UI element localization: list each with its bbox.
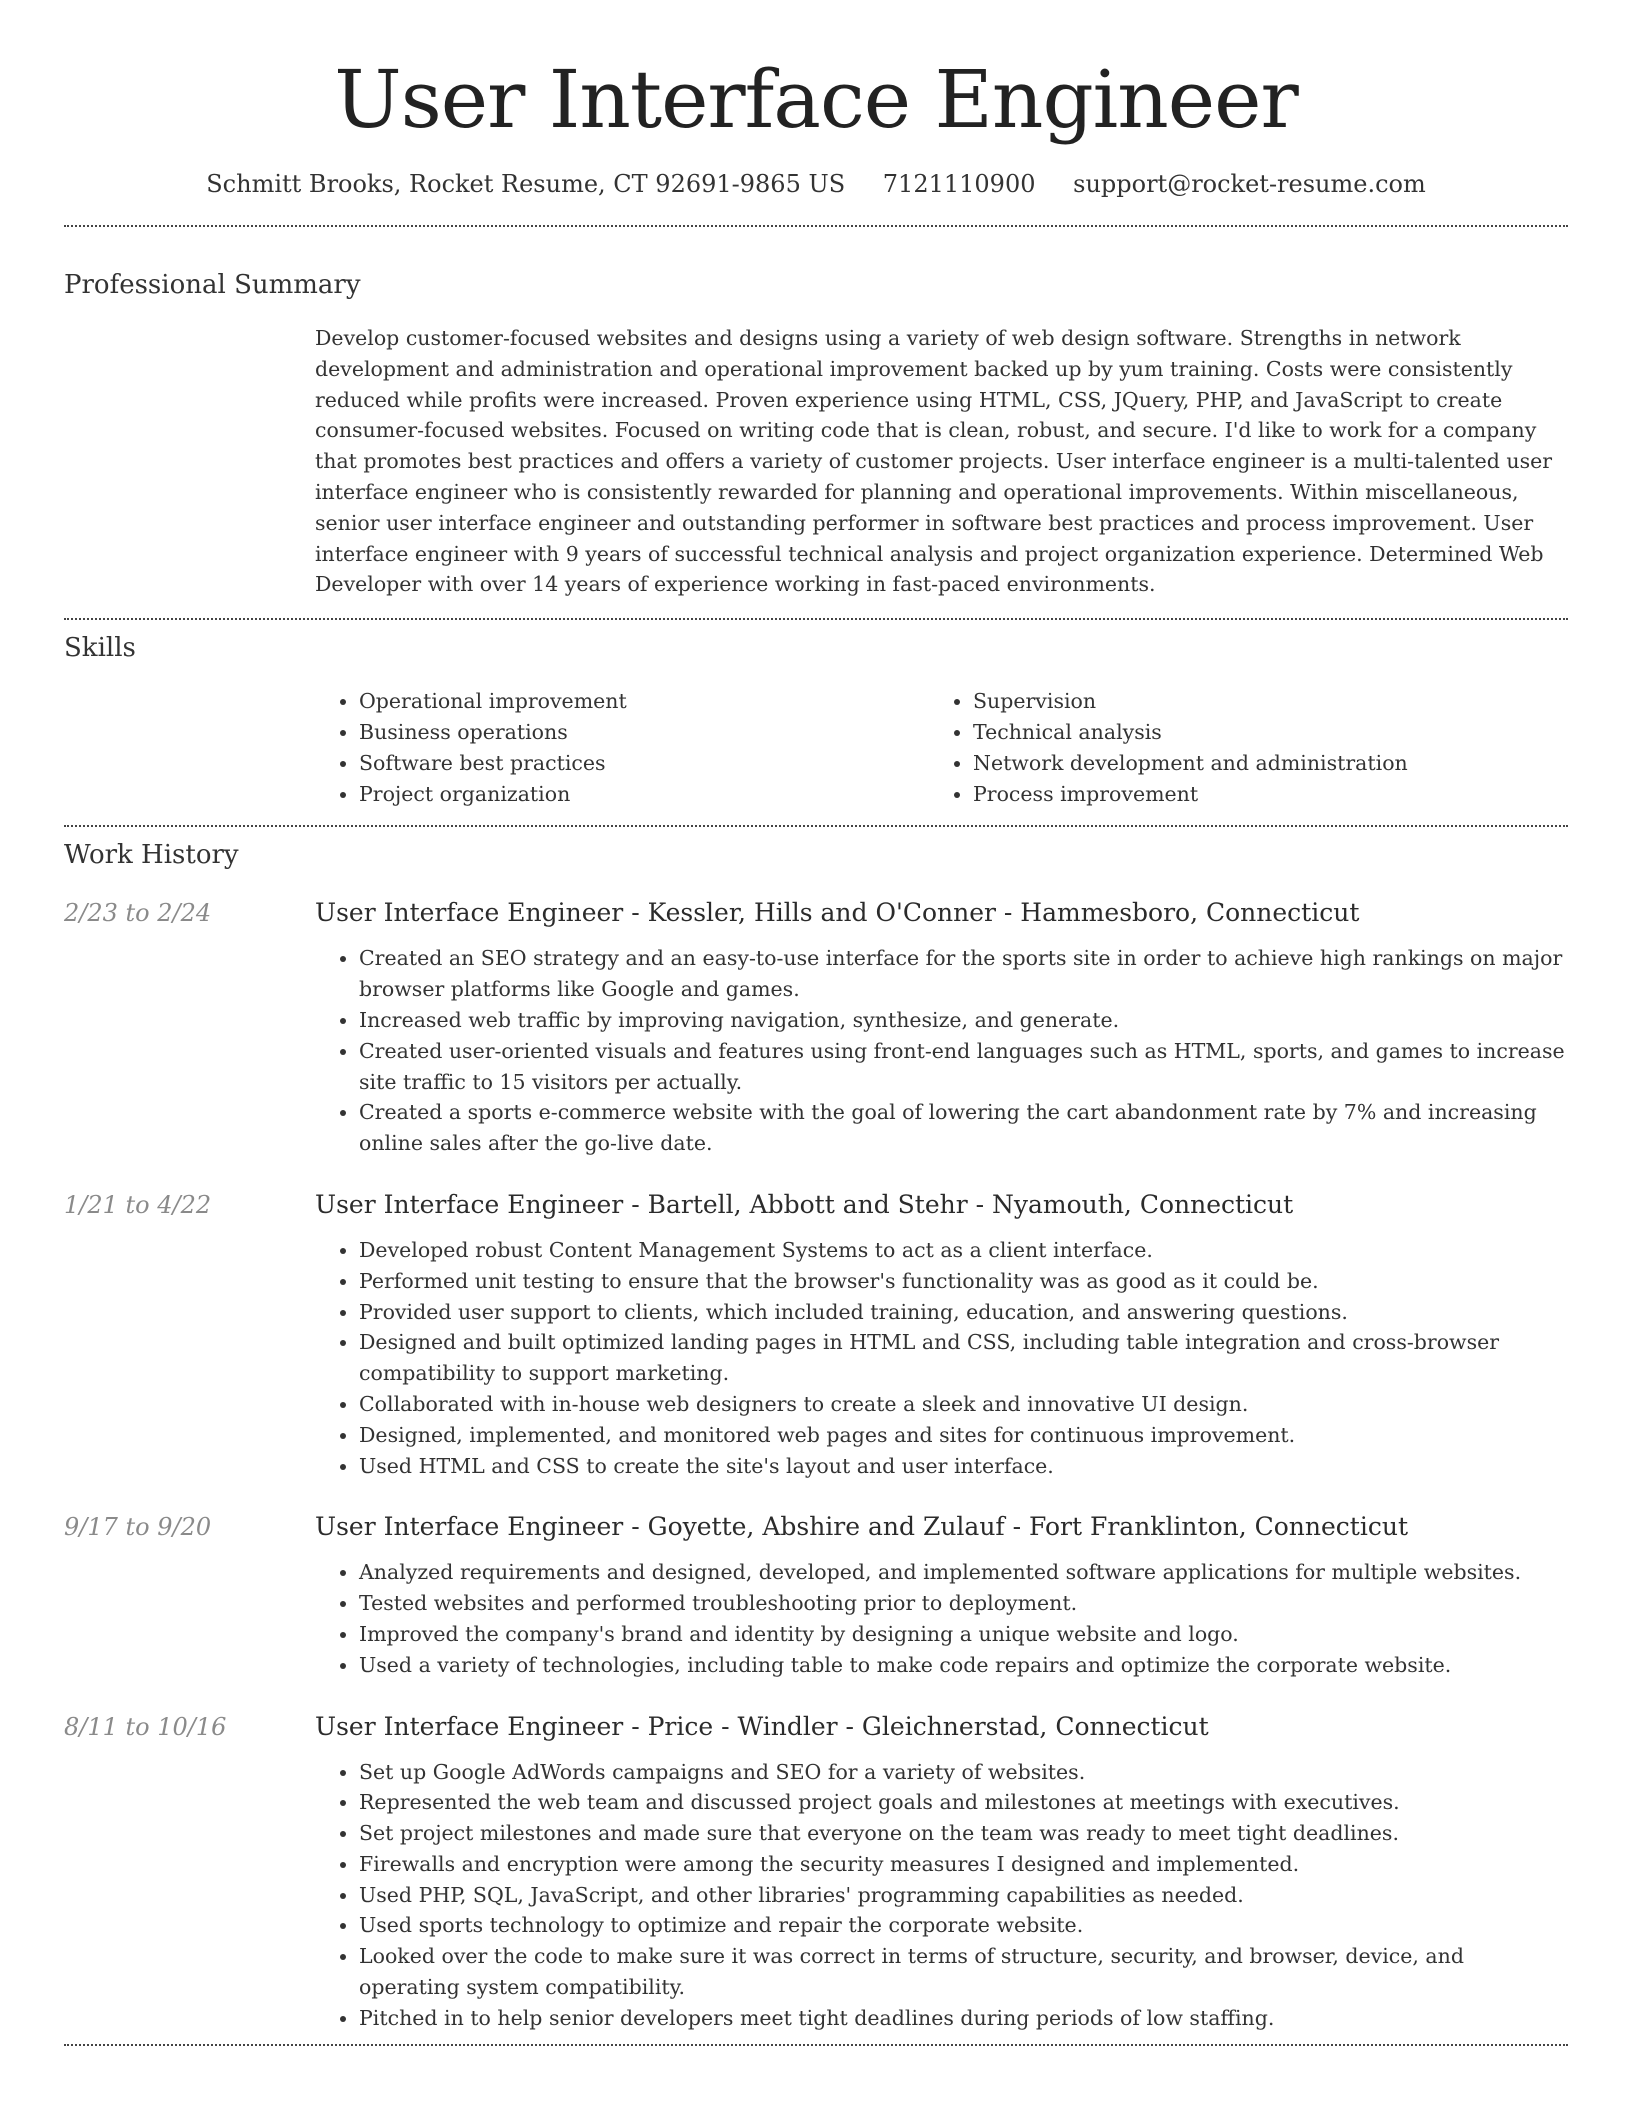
job-entry <box>64 1189 1568 1481</box>
job-title: User Interface Engineer - Kessler, Hills and O'Conner - Hammesboro, Connecticut <box>315 898 1360 928</box>
work-history-section <box>64 839 1568 2033</box>
skills-list <box>315 686 1568 809</box>
job-bullet: • Increased web traffic by improving navigation, synthesize, and generate. <box>359 1005 1568 1036</box>
job-bullet: • Improved the company's brand and identity by designing a unique website and logo. <box>359 1619 1568 1650</box>
job-bullet: • Used PHP, SQL, JavaScript, and other libraries' programming capabilities as needed. <box>359 1880 1568 1911</box>
divider <box>64 618 1568 620</box>
work-history-heading: Work History <box>64 840 239 871</box>
skills-heading: Skills <box>64 633 136 664</box>
job-bullet: • Designed, implemented, and monitored web pages and sites for continuous improvement. <box>359 1420 1568 1451</box>
job-dates: 8/11 to 10/16 <box>64 1712 227 1741</box>
job-bullet: • Collaborated with in-house web designers to create a sleek and innovative UI design. <box>359 1389 1568 1420</box>
job-bullet: • Used sports technology to optimize and repair the corporate website. <box>359 1910 1568 1941</box>
resume-page <box>64 0 1568 2046</box>
skill-item: • Operational improvement <box>359 686 929 717</box>
job-bullet: • Created a sports e-commerce website with the goal of lowering the cart abandonment rate by 7% and increasing online sales after the go-live date. <box>359 1097 1568 1159</box>
page-title: User Interface Engineer <box>334 53 1298 146</box>
job-bullet: • Set up Google AdWords campaigns and SEO for a variety of websites. <box>359 1757 1568 1788</box>
skill-item: • Business operations <box>359 717 929 748</box>
summary-section <box>64 269 1568 600</box>
divider <box>64 2044 1568 2046</box>
job-title: User Interface Engineer - Price - Windler - Gleichnerstad, Connecticut <box>315 1711 1209 1741</box>
job-bullet: • Performed unit testing to ensure that the browser's functionality was as good as it could be. <box>359 1266 1568 1297</box>
summary-heading: Professional Summary <box>64 270 361 300</box>
job-bullet: • Represented the web team and discussed project goals and milestones at meetings with executives. <box>359 1787 1568 1818</box>
job-title: User Interface Engineer - Bartell, Abbott and Stehr - Nyamouth, Connecticut <box>315 1189 1294 1219</box>
skills-column-right <box>929 686 1543 809</box>
job-entry <box>64 1511 1568 1680</box>
job-entry <box>64 1711 1568 2034</box>
job-bullet: • Looked over the code to make sure it was correct in terms of structure, security, and browser, device, and operating system compatibility. <box>359 1941 1568 2003</box>
summary-body <box>315 323 1568 600</box>
job-bullet: • Used a variety of technologies, including table to make code repairs and optimize the corporate website. <box>359 1650 1568 1681</box>
skill-item: • Supervision <box>973 686 1543 717</box>
skills-column-left <box>315 686 929 809</box>
job-dates: 2/23 to 2/24 <box>64 899 212 928</box>
job-bullet: • Firewalls and encryption were among the security measures I designed and implemented. <box>359 1849 1568 1880</box>
summary-text: Develop customer-focused websites and designs using a variety of web design software. Strengths in network development and administration and operational improvement backed up by yum training. Costs were consistently reduced while profits were increased. Proven experience using HTML, CSS, JQuery, PHP, and JavaScript to create consumer-focused websites. Focused on writing code that is clean, robust, and secure. I'd like to work for a company that promotes best practices and offers a variety of customer projects. User interface engineer is a multi-talented user interface engineer who is consistently rewarded for planning and operational improvements. Within miscellaneous, senior user interface engineer and outstanding performer in software best practices and process improvement. User interface engineer with 9 years of successful technical analysis and project organization experience. Determined Web Developer with over 14 years of experience working in fast-paced environments. <box>315 326 1553 597</box>
job-bullet: • Created an SEO strategy and an easy-to-use interface for the sports site in order to achieve high rankings on major browser platforms like Google and games. <box>359 943 1568 1005</box>
job-bullets <box>315 1235 1568 1481</box>
job-entry <box>64 897 1568 1159</box>
job-bullet: • Set project milestones and made sure that everyone on the team was ready to meet tight deadlines. <box>359 1818 1568 1849</box>
skill-item: • Network development and administration <box>973 748 1543 779</box>
job-bullet: • Pitched in to help senior developers meet tight deadlines during periods of low staffing. <box>359 2003 1568 2034</box>
contact-line <box>64 168 1568 200</box>
job-dates: 1/21 to 4/22 <box>64 1190 212 1219</box>
job-bullets <box>315 943 1568 1159</box>
job-bullet: • Used HTML and CSS to create the site's layout and user interface. <box>359 1451 1568 1482</box>
job-bullet: • Designed and built optimized landing pages in HTML and CSS, including table integration and cross-browser compatibility to support marketing. <box>359 1327 1568 1389</box>
job-bullet: • Created user-oriented visuals and features using front-end languages such as HTML, sports, and games to increase site traffic to 15 visitors per actually. <box>359 1036 1568 1098</box>
job-bullet: • Developed robust Content Management Systems to act as a client interface. <box>359 1235 1568 1266</box>
contact-address: Schmitt Brooks, Rocket Resume, CT 92691-9865 US <box>206 170 846 198</box>
job-bullets <box>315 1757 1568 2034</box>
contact-email: support@rocket-resume.com <box>1073 170 1426 198</box>
skill-item: • Technical analysis <box>973 717 1543 748</box>
divider <box>64 825 1568 827</box>
job-bullet: • Analyzed requirements and designed, developed, and implemented software applications for multiple websites. <box>359 1557 1568 1588</box>
job-bullets <box>315 1557 1568 1680</box>
job-bullet: • Tested websites and performed troubleshooting prior to deployment. <box>359 1588 1568 1619</box>
skill-item: • Process improvement <box>973 779 1543 810</box>
skill-item: • Project organization <box>359 779 929 810</box>
job-bullet: • Provided user support to clients, which included training, education, and answering questions. <box>359 1297 1568 1328</box>
divider <box>64 225 1568 227</box>
contact-phone: 7121110900 <box>882 170 1036 198</box>
skills-section <box>64 632 1568 809</box>
job-title: User Interface Engineer - Goyette, Abshire and Zulauf - Fort Franklinton, Connecticut <box>315 1512 1408 1542</box>
job-dates: 9/17 to 9/20 <box>64 1513 212 1542</box>
skill-item: • Software best practices <box>359 748 929 779</box>
